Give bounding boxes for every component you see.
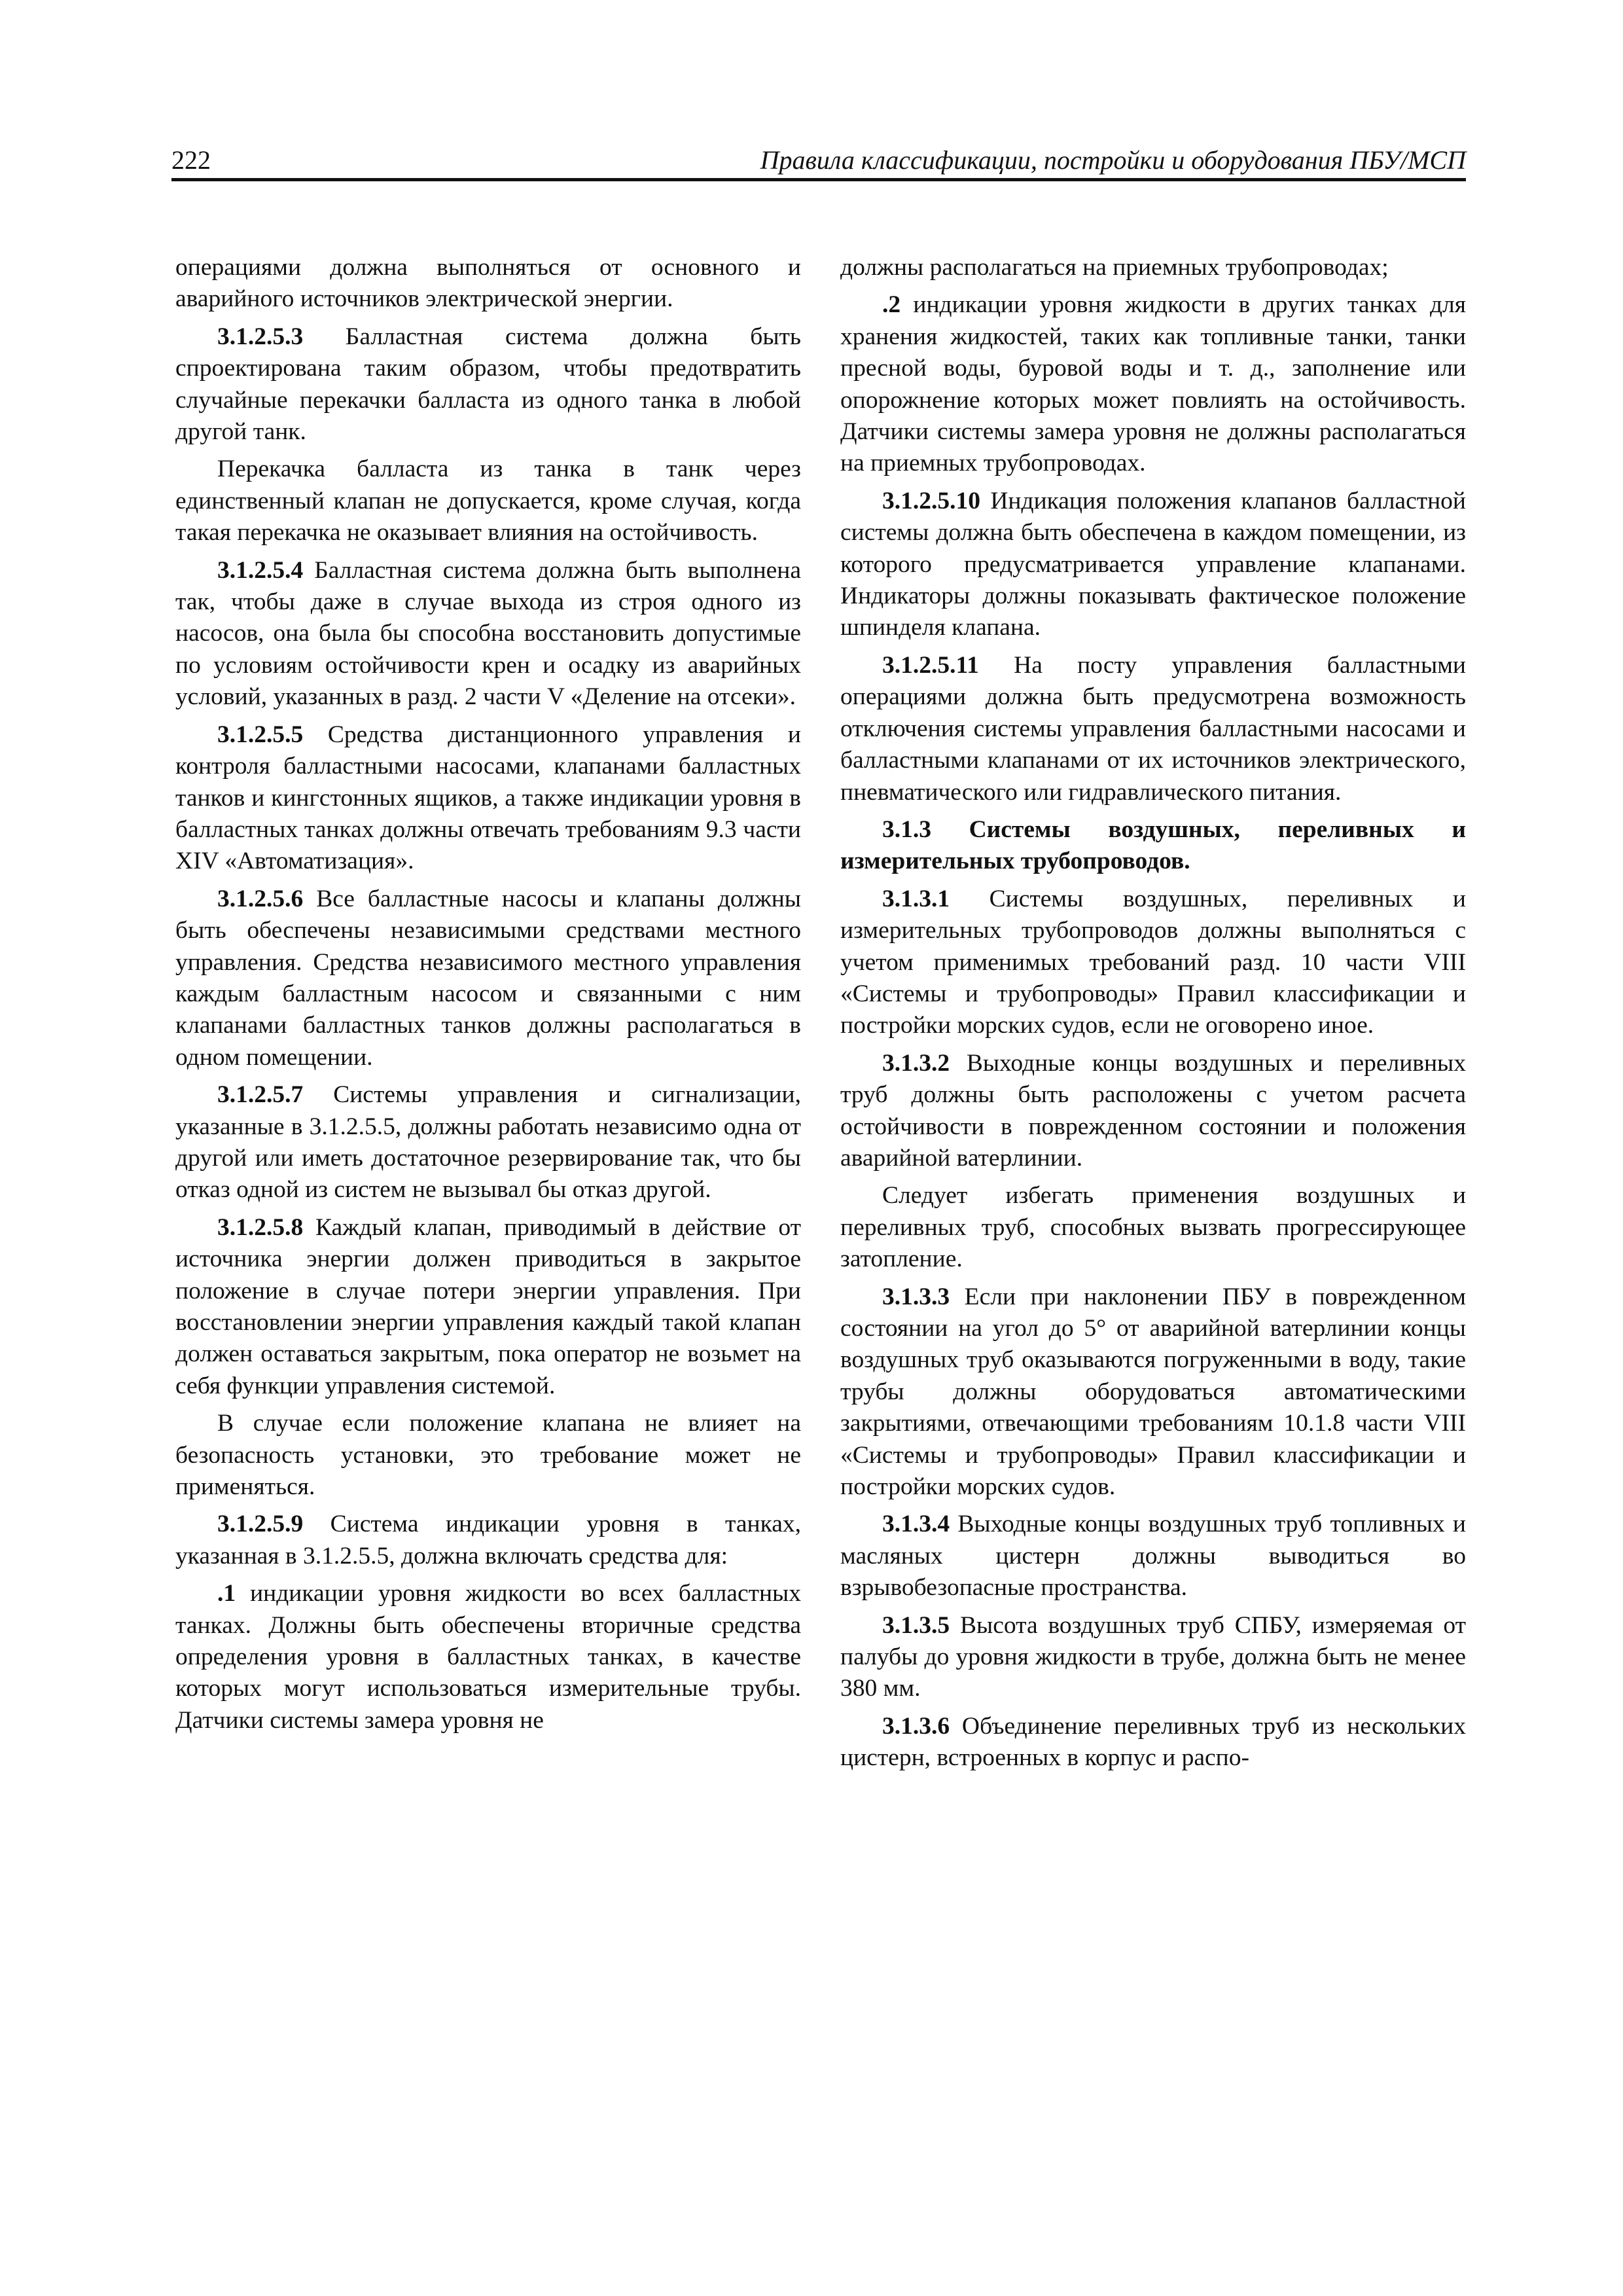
clause-number: 3.1.2.5.9: [217, 1511, 304, 1538]
clause-number: 3.1.2.5.6: [217, 885, 304, 912]
paragraph: [840, 1509, 1466, 1604]
paragraph: [840, 814, 1466, 878]
clause-number: 3.1.2.5.3: [217, 323, 304, 350]
clause-number: 3.1.3 Системы воздушных, переливных и измерительных трубопроводов.: [840, 816, 1466, 875]
paragraph-text: В случае если положение клапана не влияет на безопасность установки, это требование может не применяться.: [175, 1410, 801, 1501]
paragraph: [840, 252, 1466, 283]
paragraph-text: Индикация положения клапанов балластной системы должна быть обеспечена в каждом помещении, из которого предусматривается управление клапанами. Индикаторы должны показывать фактическое положение шпинделя клапана.: [840, 487, 1466, 641]
clause-number: 3.1.3.5: [882, 1611, 950, 1639]
paragraph-text: Выходные концы воздушных и переливных труб должны быть расположены с учетом расчета остойчивости в поврежденном состоянии и положения аварийной ватерлинии.: [840, 1049, 1466, 1172]
paragraph-text: Если при наклонении ПБУ в поврежденном состоянии на угол до 5° от аварийной ватерлинии концы воздушных труб оказываются погруженными в воду, такие трубы должны оборудоваться автоматическими закрытиями, отвечающими требованиям 10.1.8 части VIII «Системы и трубопроводы» Правил классификации и постройки морских судов.: [840, 1283, 1466, 1501]
paragraph-text: Выходные концы воздушных труб топливных и масляных цистерн должны выводиться во взрывобезопасные пространства.: [840, 1511, 1466, 1602]
paragraph: [840, 1282, 1466, 1503]
paragraph: [175, 252, 801, 315]
clause-number: 3.1.2.5.10: [882, 487, 980, 514]
paragraph-text: Каждый клапан, приводимый в действие от источника энергии должен приводиться в закрытое положение в случае потери энергии управления. При восстановлении энергии управления каждый такой клапан должен оставаться закрытым, пока оператор не возьмет на себя функции управления системой.: [175, 1213, 801, 1399]
paragraph: [840, 486, 1466, 644]
paragraph-text: Системы управления и сигнализации, указанные в 3.1.2.5.5, должны работать независимо одна от другой или иметь достаточное резервирование так, что бы отказ одной из систем не вызывал бы отказ другой.: [175, 1081, 801, 1204]
paragraph: [840, 1711, 1466, 1774]
paragraph: [175, 321, 801, 448]
clause-number: 3.1.2.5.5: [217, 721, 304, 748]
paragraph-text: Высота воздушных труб СПБУ, измеряемая от палубы до уровня жидкости в трубе, должна быть не менее 380 мм.: [840, 1611, 1466, 1702]
left-column: [175, 252, 801, 1742]
paragraph-text: Объединение переливных труб из нескольких цистерн, встроенных в корпус и распо-: [840, 1712, 1466, 1772]
paragraph-text: Системы воздушных, переливных и измерительных трубопроводов должны выполняться с учетом применимых требований разд. 10 части VIII «Системы и трубопроводы» Правил классификации и постройки морских судов, если не оговорено иное.: [840, 885, 1466, 1039]
paragraph: [175, 1509, 801, 1572]
clause-number: .2: [882, 291, 901, 319]
paragraph: [840, 1180, 1466, 1275]
clause-number: 3.1.3.2: [882, 1049, 950, 1077]
paragraph: [175, 1578, 801, 1736]
clause-number: 3.1.3.3: [882, 1283, 950, 1310]
paragraph: [175, 454, 801, 548]
paragraph-text: Перекачка балласта из танка в танк через единственный клапан не допускается, кроме случая, когда такая перекачка не оказывает влияния на остойчивость.: [175, 456, 801, 547]
paragraph: [840, 1610, 1466, 1705]
page-number: 222: [171, 145, 211, 175]
paragraph: [175, 884, 801, 1073]
paragraph-text: должны располагаться на приемных трубопроводах;: [840, 254, 1389, 281]
paragraph-text: операциями должна выполняться от основного и аварийного источников электрической энергии.: [175, 254, 801, 313]
clause-number: 3.1.3.4: [882, 1511, 950, 1538]
paragraph-text: Балластная система должна быть выполнена так, чтобы даже в случае выхода из строя одного из насосов, она была бы способна восстановить допустимые по условиям остойчивости крен и осадку из аварийных условий, указанных в разд. 2 части V «Деление на отсеки».: [175, 556, 801, 711]
paragraph: [840, 289, 1466, 479]
header-rule: [171, 178, 1466, 181]
clause-number: .1: [217, 1580, 236, 1607]
paragraph: [840, 1048, 1466, 1175]
paragraph: [175, 555, 801, 713]
running-title: Правила классификации, постройки и оборудования ПБУ/МСП: [760, 145, 1466, 175]
paragraph-text: индикации уровня жидкости во всех балластных танках. Должны быть обеспечены вторичные средства определения уровня в балластных танках, в качестве которых могут использоваться измерительные трубы. Датчики системы замера уровня не: [175, 1580, 801, 1734]
page-header: [171, 143, 1466, 182]
paragraph: [840, 884, 1466, 1042]
paragraph: [175, 1212, 801, 1402]
paragraph-text: Средства дистанционного управления и контроля балластными насосами, клапанами балластных танков и кингстонных ящиков, а также индикации уровня в балластных танках должны отвечать требованиям 9.3 части XIV «Автоматизация».: [175, 721, 801, 875]
paragraph-text: индикации уровня жидкости в других танках для хранения жидкостей, таких как топливные танки, танки пресной воды, буровой воды и т. д., заполнение или опорожнение которых может повлиять на остойчивость. Датчики системы замера уровня не должны располагаться на приемных трубопроводах.: [840, 291, 1466, 477]
paragraph-text: На посту управления балластными операциями должна быть предусмотрена возможность отключения системы управления балластными насосами и балластными клапанами от их источников электрического, пневматического или гидравлического питания.: [840, 651, 1466, 806]
paragraph: [175, 1079, 801, 1206]
clause-number: 3.1.2.5.11: [882, 651, 979, 679]
paragraph-text: Балластная система должна быть спроектирована таким образом, чтобы предотвратить случайные перекачки балласта из одного танка в любой другой танк.: [175, 323, 801, 446]
clause-number: 3.1.2.5.8: [217, 1213, 304, 1241]
paragraph: [175, 1408, 801, 1503]
clause-number: 3.1.2.5.4: [217, 556, 304, 584]
clause-number: 3.1.2.5.7: [217, 1081, 304, 1109]
right-column: [840, 252, 1466, 1780]
clause-number: 3.1.3.6: [882, 1712, 950, 1740]
paragraph-text: Все балластные насосы и клапаны должны быть обеспечены независимыми средствами местного управления. Средства независимого местного управления каждым балластным насосом и связанными с ним клапанами балластных танков должны располагаться в одном помещении.: [175, 885, 801, 1071]
paragraph-text: Следует избегать применения воздушных и переливных труб, способных вызвать прогрессирующее затопление.: [840, 1182, 1466, 1273]
clause-number: 3.1.3.1: [882, 885, 950, 912]
paragraph-text: Система индикации уровня в танках, указанная в 3.1.2.5.5, должна включать средства для:: [175, 1511, 801, 1570]
paragraph: [175, 719, 801, 878]
paragraph: [840, 650, 1466, 808]
